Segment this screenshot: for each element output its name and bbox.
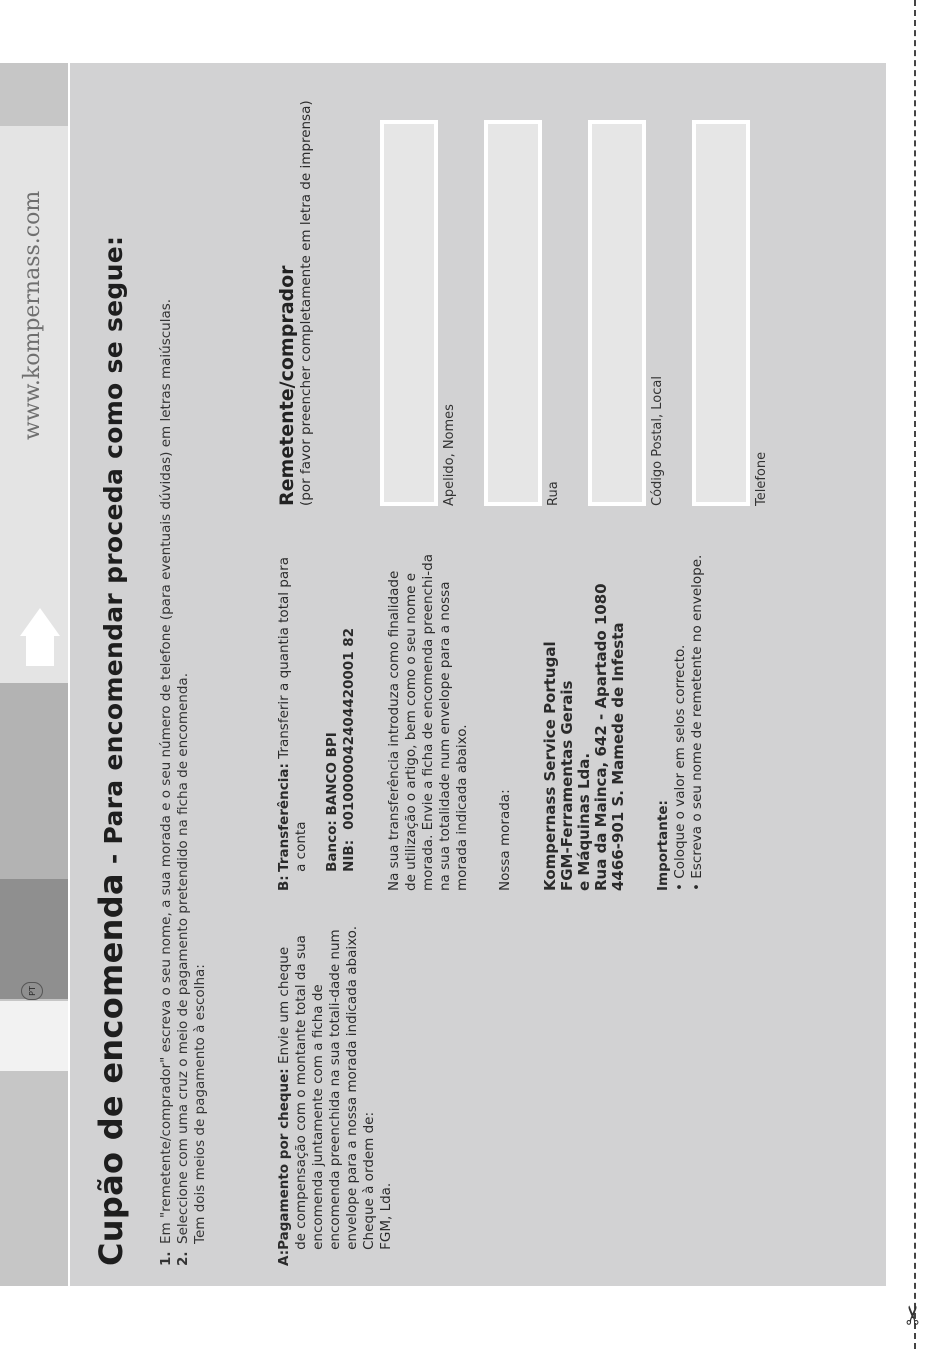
instructions	[158, 116, 209, 1266]
option-a-heading: Pagamento por cheque:	[276, 1068, 292, 1250]
title-sub: - Para encomendar proceda como se segue:	[99, 235, 128, 874]
arrow-icon	[20, 608, 60, 668]
nib-label: NIB:	[341, 839, 357, 872]
option-b-label: B:	[276, 875, 292, 891]
payment-option-transfer	[276, 551, 706, 891]
important-title: Importante:	[655, 800, 671, 891]
cut-line	[914, 0, 916, 1349]
address-line: Kompernass Service Portugal	[541, 641, 559, 891]
sender-note: (por favor preencher completamente em letra de imprensa)	[298, 100, 314, 506]
address-line: FGM-Ferramentas Gerais	[558, 680, 576, 891]
step-2b	[192, 116, 209, 1266]
option-b-heading: Transferência:	[276, 763, 292, 872]
important-item: • Escreva o seu nome de remetente no envelope.	[689, 554, 705, 891]
payment-option-cheque	[276, 926, 395, 1266]
step-text: Tem dois meios de pagamento à escolha:	[192, 964, 208, 1244]
address-line: Rua da Mainca, 642 - Apartado 1080	[592, 583, 610, 891]
nib-line	[341, 551, 358, 872]
option-b-text: Transferir a quantia total para a conta	[276, 557, 309, 872]
important-item-text: Coloque o valor em selos correcto.	[672, 644, 688, 879]
phone-label: Telefone	[754, 451, 769, 506]
step-2	[175, 116, 192, 1266]
important-item: • Coloque o valor em selos correcto.	[672, 644, 688, 891]
step-text: Seleccione com uma cruz o meio de pagamento pretendido na ficha de encomenda.	[175, 672, 191, 1244]
order-coupon-panel	[70, 63, 886, 1286]
cheque-line: Cheque à ordem de:	[361, 1112, 377, 1250]
step-1	[158, 116, 175, 1266]
street-field[interactable]	[484, 120, 542, 506]
coupon-content	[70, 63, 886, 1286]
transfer-note: Na sua transferência introduza como finalidade de utilização o artigo, bem como o seu nome e morada. Envie a ficha de encomenda preenchi-da na sua totalidade num envelope para a nossa morada indicada abaixo.	[386, 554, 470, 891]
cheque-payee: FGM, Lda.	[378, 1182, 394, 1250]
postal-code-label: Código Postal, Local	[650, 376, 665, 506]
option-a-label: A:	[276, 1249, 292, 1266]
option-a-text: Envie um cheque de compensação com o montante total da sua encomenda juntamente com a ficha de encomenda preenchida na sua totali-dade num envelope para a nossa morada indicada abaixo.	[276, 926, 360, 1250]
title-main: Cupão de encomenda	[92, 873, 130, 1266]
language-badge: PT	[21, 982, 43, 1000]
step-number: 1.	[158, 1251, 174, 1266]
website-url: www.kompernass.com	[20, 190, 45, 440]
surname-name-label: Apelido, Nomes	[442, 404, 457, 506]
step-number: 2.	[175, 1251, 191, 1266]
sender-title: Remetente/comprador	[276, 265, 298, 506]
surname-name-field[interactable]	[380, 120, 438, 506]
street-label: Rua	[546, 481, 561, 506]
address-intro: Nossa morada:	[497, 789, 513, 891]
company-address	[542, 551, 627, 891]
nib-value: 0010000042404420001 82	[341, 627, 357, 830]
page-title	[92, 236, 130, 1266]
step-text: Em "remetente/comprador" escreva o seu nome, a sua morada e o seu número de telefone (para eventuais dúvidas) em letras maiúsculas.	[158, 298, 174, 1244]
phone-field[interactable]	[692, 120, 750, 506]
bank-line: Banco: BANCO BPI	[324, 732, 340, 872]
address-line: 4466-901 S. Mamede de Infesta	[609, 622, 627, 891]
header-dark-segment	[0, 879, 68, 999]
header-white-segment	[0, 1001, 68, 1071]
header-mid-segment	[0, 683, 68, 879]
postal-code-field[interactable]	[588, 120, 646, 506]
important-item-text: Escreva o seu nome de remetente no envelope.	[689, 554, 705, 879]
scissors-icon: ✂	[898, 1304, 929, 1326]
address-line: e Máquinas Lda.	[575, 752, 593, 891]
sender-section	[276, 86, 315, 506]
